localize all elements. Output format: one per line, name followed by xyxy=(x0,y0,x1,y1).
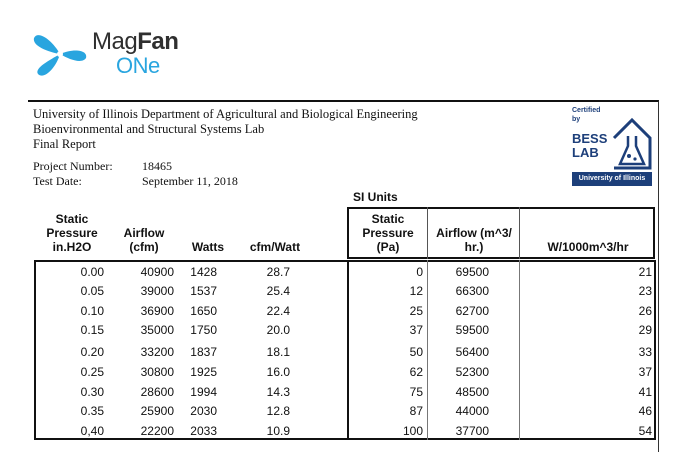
cell-static-pressure-pa: 12 xyxy=(409,284,423,298)
cell-static-pressure-inh2o: 0.15 xyxy=(80,323,104,337)
cell-airflow-m3hr: 62700 xyxy=(455,304,489,318)
header-line2: Bioenvironmental and Structural Systems Lab xyxy=(33,122,265,136)
cell-w-per-1000m3hr: 21 xyxy=(638,265,652,279)
cell-w-per-1000m3hr: 29 xyxy=(638,323,652,337)
cell-static-pressure-pa: 25 xyxy=(409,304,423,318)
data-table-divider xyxy=(427,260,428,440)
cell-airflow-cfm: 36900 xyxy=(140,304,174,318)
cell-cfm-per-watt: 28.7 xyxy=(266,265,290,279)
col-header-static-pressure-inh2o: Static Pressure in.H2O xyxy=(46,212,98,254)
cell-static-pressure-pa: 0 xyxy=(416,265,423,279)
cell-w-per-1000m3hr: 41 xyxy=(638,385,652,399)
cell-cfm-per-watt: 10.9 xyxy=(266,424,290,438)
cell-airflow-m3hr: 37700 xyxy=(455,424,489,438)
cell-airflow-m3hr: 48500 xyxy=(455,385,489,399)
cell-airflow-cfm: 25900 xyxy=(140,404,174,418)
cell-w-per-1000m3hr: 54 xyxy=(638,424,652,438)
cell-airflow-cfm: 30800 xyxy=(140,365,174,379)
bess-lab-badge xyxy=(572,104,654,186)
col-header-airflow-cfm: Airflow (cfm) xyxy=(123,226,165,254)
data-table-divider xyxy=(519,260,520,440)
cell-airflow-m3hr: 56400 xyxy=(455,345,489,359)
cell-w-per-1000m3hr: 37 xyxy=(638,365,652,379)
cell-watts: 1925 xyxy=(190,365,217,379)
cell-watts: 1750 xyxy=(190,323,217,337)
cell-watts: 2030 xyxy=(190,404,217,418)
cell-static-pressure-pa: 62 xyxy=(409,365,423,379)
header-line3: Final Report xyxy=(33,137,96,151)
cell-cfm-per-watt: 16.0 xyxy=(266,365,290,379)
logo-wordmark: MagFan xyxy=(92,28,179,55)
col-header-static-pressure-pa: Static Pressure (Pa) xyxy=(362,212,414,254)
col-header-airflow-m3hr: Airflow (m^3/ hr.) xyxy=(436,226,512,254)
cell-airflow-cfm: 40900 xyxy=(140,265,174,279)
cell-w-per-1000m3hr: 46 xyxy=(638,404,652,418)
cell-airflow-cfm: 33200 xyxy=(140,345,174,359)
project-number-value: 18465 xyxy=(142,159,172,173)
cell-w-per-1000m3hr: 26 xyxy=(638,304,652,318)
cell-airflow-cfm: 28600 xyxy=(140,385,174,399)
cell-watts: 1428 xyxy=(190,265,217,279)
si-units-title: SI Units xyxy=(353,190,398,204)
col-header-w-per-1000m3hr: W/1000m^3/hr xyxy=(547,240,629,254)
cell-watts: 1994 xyxy=(190,385,217,399)
cell-airflow-cfm: 39000 xyxy=(140,284,174,298)
si-header-divider xyxy=(427,207,428,259)
test-date-value: September 11, 2018 xyxy=(142,174,238,188)
lab-flask-icon xyxy=(612,116,652,170)
cell-cfm-per-watt: 18.1 xyxy=(266,345,290,359)
propeller-icon xyxy=(30,18,92,88)
cell-static-pressure-inh2o: 0.05 xyxy=(80,284,104,298)
badge-university-bar: University of Illinois xyxy=(572,172,652,186)
cell-cfm-per-watt: 12.8 xyxy=(266,404,290,418)
cell-w-per-1000m3hr: 33 xyxy=(638,345,652,359)
cell-static-pressure-inh2o: 0.35 xyxy=(80,404,104,418)
cell-cfm-per-watt: 22.4 xyxy=(266,304,290,318)
cell-airflow-m3hr: 44000 xyxy=(455,404,489,418)
header-line1: University of Illinois Department of Agricultural and Biological Engineering xyxy=(33,107,418,121)
cell-static-pressure-inh2o: 0,40 xyxy=(80,424,104,438)
cell-static-pressure-inh2o: 0.20 xyxy=(80,345,104,359)
project-number-label: Project Number: xyxy=(33,159,113,173)
logo-subtitle: ONe xyxy=(116,53,160,78)
cell-airflow-m3hr: 59500 xyxy=(455,323,489,337)
cell-cfm-per-watt: 25.4 xyxy=(266,284,290,298)
cell-static-pressure-pa: 100 xyxy=(402,424,423,438)
test-date-label: Test Date: xyxy=(33,174,82,188)
cell-airflow-m3hr: 66300 xyxy=(455,284,489,298)
si-header-divider xyxy=(519,207,520,259)
cell-watts: 1837 xyxy=(190,345,217,359)
cell-static-pressure-inh2o: 0.25 xyxy=(80,365,104,379)
magfan-logo xyxy=(30,18,230,98)
col-header-watts: Watts xyxy=(191,240,225,254)
cell-watts: 1650 xyxy=(190,304,217,318)
cell-static-pressure-inh2o: 0.30 xyxy=(80,385,104,399)
cell-static-pressure-pa: 87 xyxy=(409,404,423,418)
cell-cfm-per-watt: 14.3 xyxy=(266,385,290,399)
cell-watts: 1537 xyxy=(190,284,217,298)
badge-bess-text: BESS LAB xyxy=(572,131,608,160)
cell-static-pressure-inh2o: 0.10 xyxy=(80,304,104,318)
data-table-box xyxy=(34,260,656,440)
data-table-divider xyxy=(347,260,349,440)
cell-airflow-m3hr: 69500 xyxy=(455,265,489,279)
cell-static-pressure-pa: 37 xyxy=(409,323,423,337)
cell-w-per-1000m3hr: 23 xyxy=(638,284,652,298)
cell-airflow-cfm: 35000 xyxy=(140,323,174,337)
cell-airflow-m3hr: 52300 xyxy=(455,365,489,379)
cell-static-pressure-pa: 75 xyxy=(409,385,423,399)
col-header-cfm-per-watt: cfm/Watt xyxy=(249,240,301,254)
cell-airflow-cfm: 22200 xyxy=(140,424,174,438)
badge-certified-text: Certified by xyxy=(572,107,601,123)
cell-cfm-per-watt: 20.0 xyxy=(266,323,290,337)
cell-static-pressure-inh2o: 0.00 xyxy=(80,265,104,279)
cell-static-pressure-pa: 50 xyxy=(409,345,423,359)
cell-watts: 2033 xyxy=(190,424,217,438)
